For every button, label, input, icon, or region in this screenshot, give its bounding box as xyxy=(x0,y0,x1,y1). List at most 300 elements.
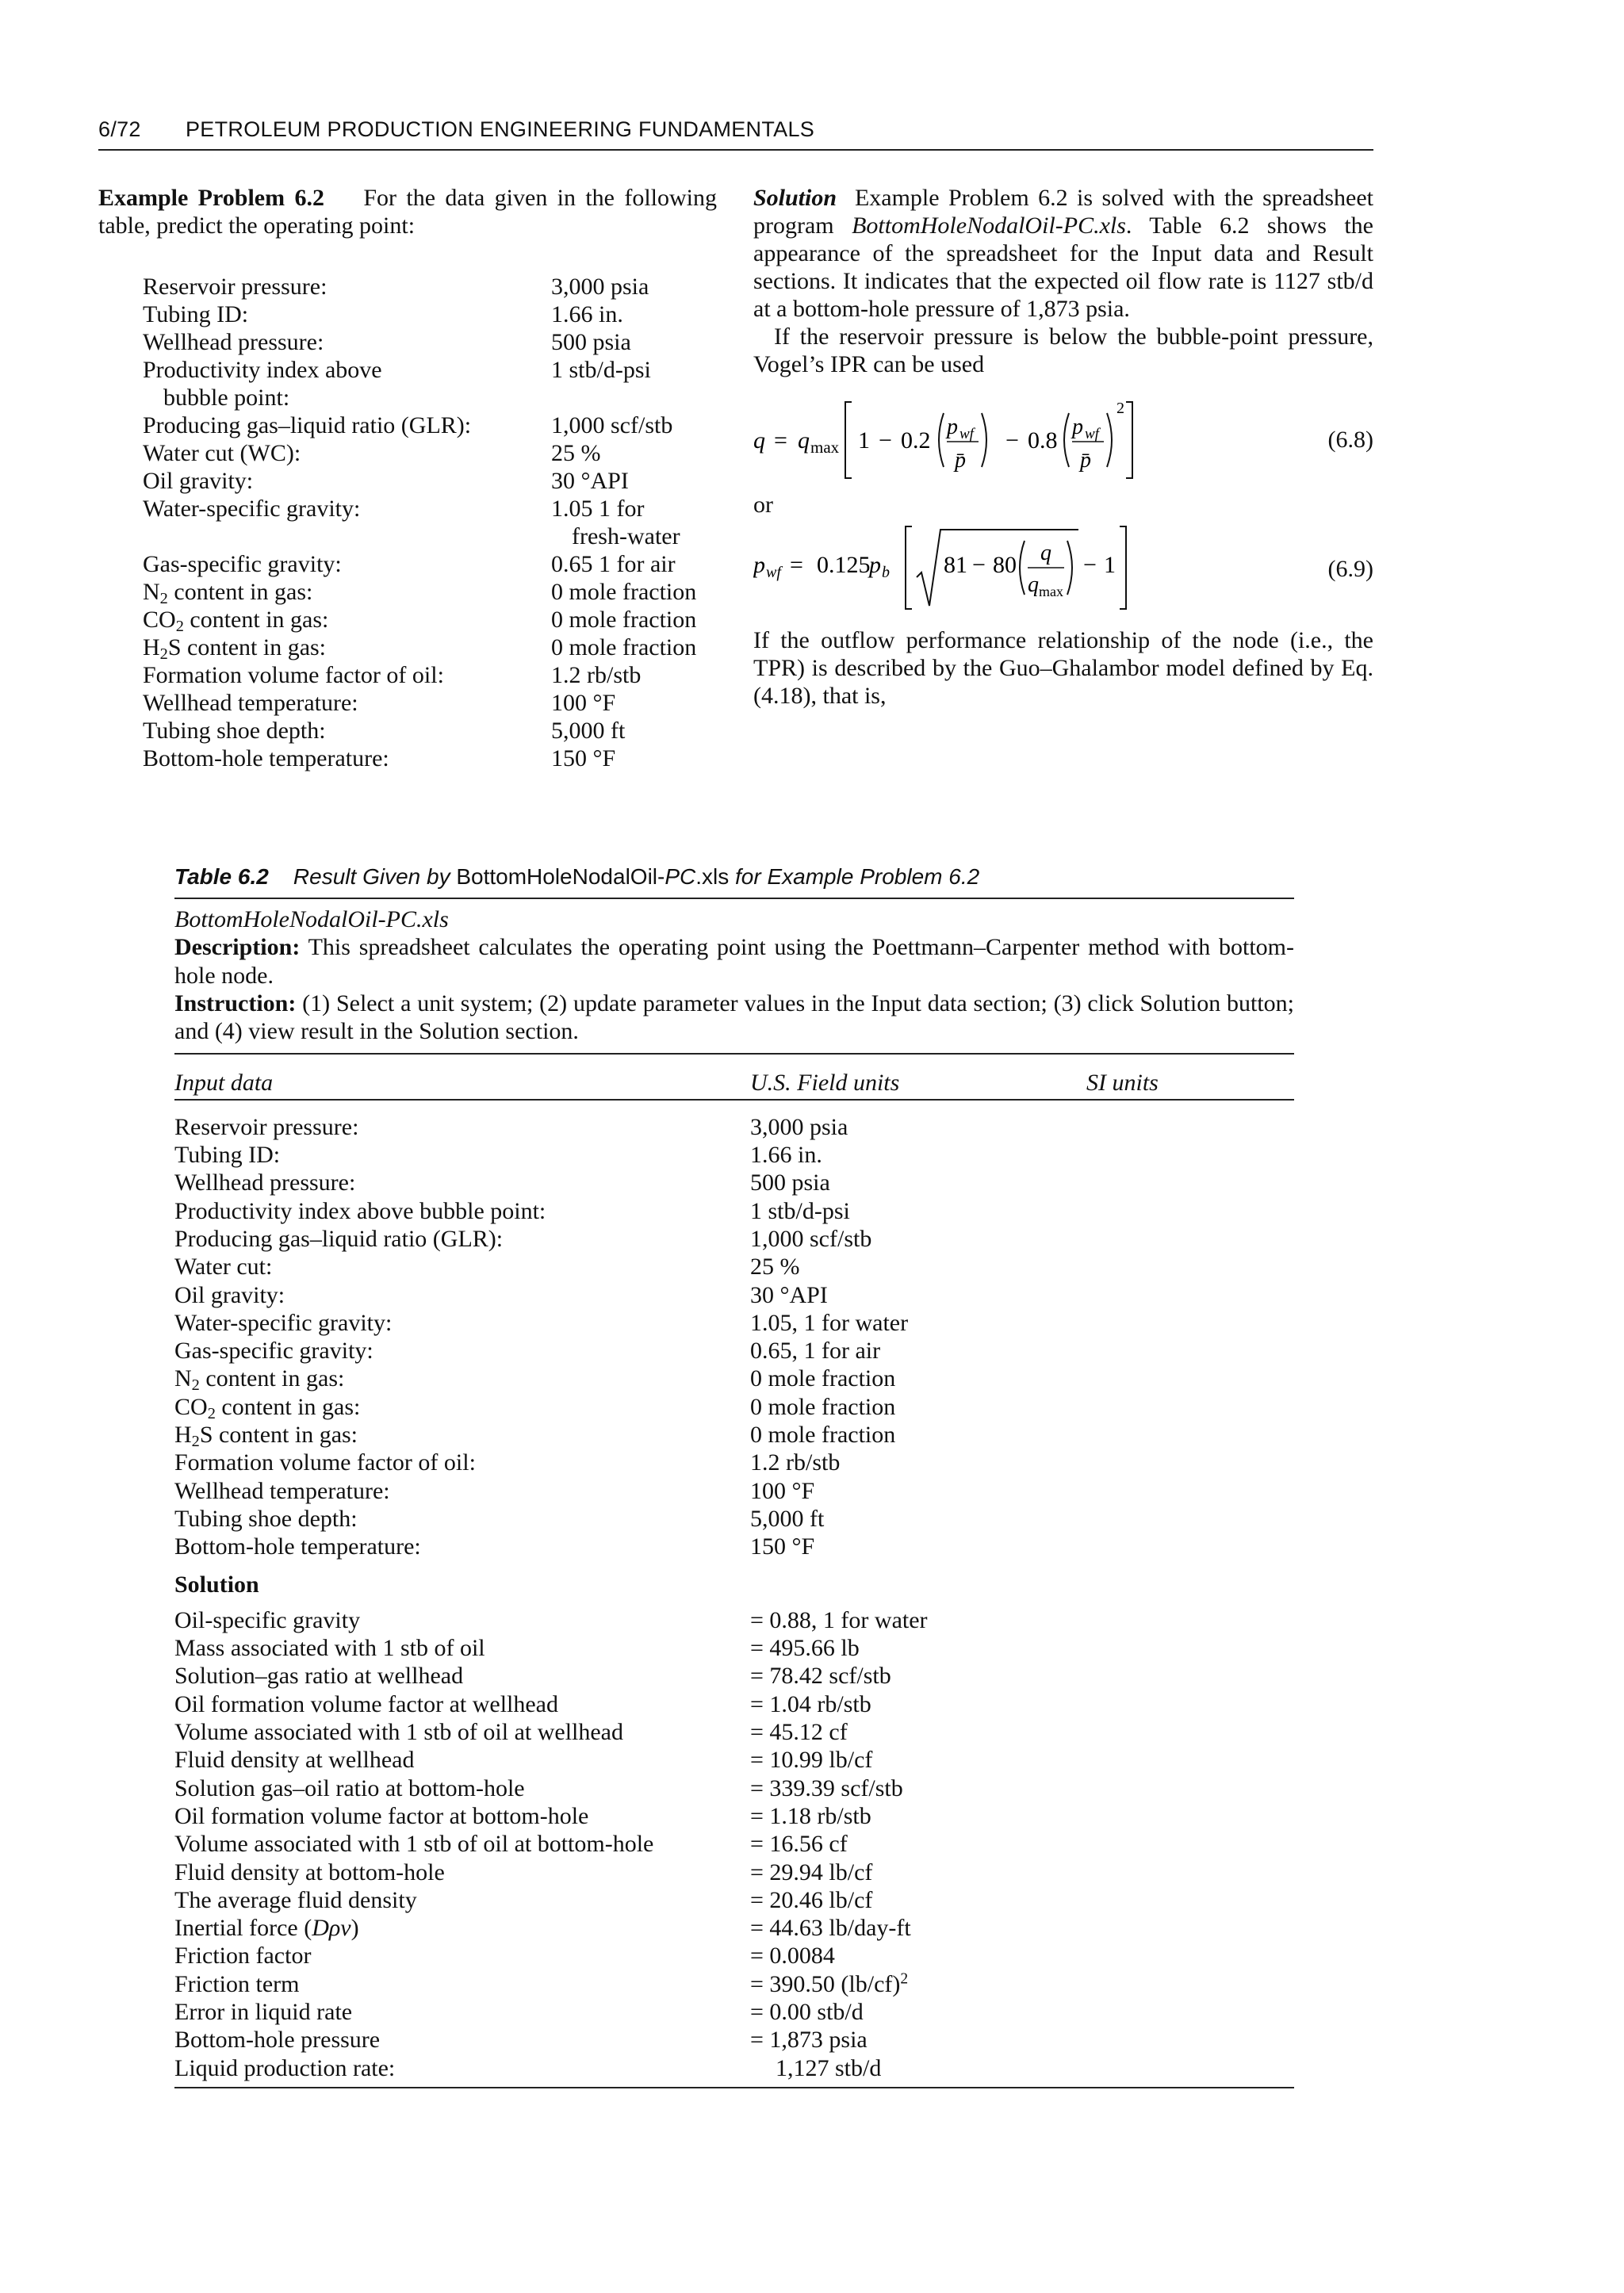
value-text: 0 mole fraction xyxy=(551,579,697,605)
table-row xyxy=(174,1606,1294,1634)
table-6-2 xyxy=(174,904,1294,2088)
program-name: BottomHoleNodalOil-PC.xls xyxy=(852,212,1126,239)
si-value xyxy=(1086,1449,1294,1476)
eq-qmax-sub: max xyxy=(810,438,840,457)
label-text: Inertial force ( xyxy=(174,1915,312,1942)
right-column xyxy=(753,184,1373,710)
example-data-label xyxy=(143,273,551,301)
label-text: Bottom-hole temperature: xyxy=(143,745,389,771)
example-data-value xyxy=(551,689,717,717)
chem-subscript: 2 xyxy=(191,1433,200,1451)
eq2-pwf: p xyxy=(753,552,765,578)
example-data-label xyxy=(143,745,551,772)
table-row xyxy=(174,1281,1294,1309)
chem-subscript: 2 xyxy=(175,618,184,636)
value-text: 1.2 rb/stb xyxy=(551,662,642,688)
solution-label xyxy=(174,1998,750,2026)
chem-subscript: 2 xyxy=(191,1376,200,1395)
example-data-value xyxy=(551,495,717,550)
eq-pwf-1: p xyxy=(947,415,958,439)
value-text: = 0.0084 xyxy=(750,1943,835,1970)
table-caption-label: Table 6.2 xyxy=(174,864,269,889)
solution-value xyxy=(750,1746,1086,1774)
label-text: Reservoir pressure: xyxy=(174,1113,359,1140)
solution-value xyxy=(750,2026,1086,2054)
label-text: Solution–gas ratio at wellhead xyxy=(174,1663,464,1690)
solution-value xyxy=(750,2054,1112,2082)
value-text: = 390.50 (lb/cf) xyxy=(750,1970,901,1997)
table-row xyxy=(174,1942,1294,1970)
table-row xyxy=(174,1662,1294,1690)
label-math: Dρv xyxy=(312,1915,351,1942)
table-top-rule xyxy=(174,898,1294,899)
example-data-label xyxy=(143,661,551,689)
eq2-one: 1 xyxy=(1104,552,1116,578)
label-text: Fluid density at bottom-hole xyxy=(174,1859,445,1885)
value-text: = 1.04 rb/stb xyxy=(750,1690,871,1717)
vogel-ipr-equation xyxy=(753,389,1197,489)
value-text: = 339.39 scf/stb xyxy=(750,1774,903,1801)
us-field-value: 1.2 rb/stb xyxy=(750,1449,841,1476)
label-text: content in gas: xyxy=(174,579,313,605)
example-data-label xyxy=(143,634,551,664)
chem-subscript: 2 xyxy=(207,1404,216,1422)
instruction-label: Instruction: xyxy=(174,990,297,1016)
solution-paragraph-3: If the outflow performance relationship of the node (i.e., the TPR) is described by the Guo–Ghalambor model defined by Eq. (4.18), that is, xyxy=(753,627,1373,709)
table-caption xyxy=(174,864,1294,890)
solution-value xyxy=(750,1774,1086,1802)
input-label xyxy=(174,1449,750,1476)
eq-paren-2l xyxy=(1064,413,1069,467)
us-field-value: 3,000 psia xyxy=(750,1113,848,1140)
solution-label xyxy=(174,1606,750,1634)
example-data-row xyxy=(143,467,717,495)
example-data-value xyxy=(551,661,717,689)
label-text: Wellhead pressure: xyxy=(143,329,324,355)
label-text: Wellhead temperature: xyxy=(174,1477,390,1504)
label-text: content in gas: xyxy=(221,1393,361,1420)
table-row xyxy=(174,1477,1294,1505)
example-data-value xyxy=(551,356,717,412)
us-field-value: 1 stb/d-psi xyxy=(750,1197,850,1224)
table-row xyxy=(174,2054,1294,2082)
label-text: Tubing ID: xyxy=(143,301,249,327)
value-text: 500 psia xyxy=(551,329,631,355)
example-data-row xyxy=(143,328,717,356)
table-instruction xyxy=(174,990,1294,1046)
example-data-label xyxy=(143,717,551,745)
instruction-text: (1) Select a unit system; (2) update parameter values in the Input data section; (3) click Solution button; and (4) view result in the Solution section. xyxy=(174,990,1295,1045)
eq-equals: = xyxy=(774,427,787,454)
input-label xyxy=(174,1337,750,1365)
example-data-list xyxy=(143,273,717,772)
table-row xyxy=(174,1337,1294,1365)
table-row xyxy=(174,1365,1294,1395)
label-text: Gas-specific gravity: xyxy=(174,1338,373,1365)
eq2-paren-l xyxy=(1020,541,1025,595)
example-data-value xyxy=(551,328,717,356)
solution-value xyxy=(750,1662,1086,1690)
input-label xyxy=(174,1197,750,1225)
table-row xyxy=(174,1859,1294,1886)
eq2-coef: 0.125 xyxy=(817,552,871,578)
label-text: Mass associated with 1 stb of oil xyxy=(174,1635,485,1662)
table-row xyxy=(174,1690,1294,1718)
eq-pwf-sub-1: wf xyxy=(959,426,974,442)
example-data-value xyxy=(551,439,717,467)
value-text: = 44.63 lb/day-ft xyxy=(750,1915,911,1942)
column-header-input: Input data xyxy=(174,1070,274,1097)
us-field-value: 0 mole fraction xyxy=(750,1393,896,1420)
description-label: Description: xyxy=(174,934,301,961)
si-value xyxy=(1086,2026,1294,2054)
input-label xyxy=(174,1253,750,1280)
example-data-label xyxy=(143,412,551,439)
label-text: Liquid production rate: xyxy=(174,2054,396,2081)
input-label xyxy=(174,1533,750,1560)
label-text: Oil gravity: xyxy=(174,1281,285,1308)
label-text: content in gas: xyxy=(190,607,329,633)
example-data-label xyxy=(143,439,551,467)
input-label xyxy=(174,1225,750,1253)
eq2-paren-r xyxy=(1067,541,1072,595)
si-value xyxy=(1086,1477,1294,1505)
input-label xyxy=(174,1281,750,1309)
table-row xyxy=(174,1141,1294,1169)
column-header-si-units: SI units xyxy=(1086,1070,1159,1097)
us-field-value: 0 mole fraction xyxy=(750,1365,896,1392)
eq2-qmax-q: q xyxy=(1028,572,1039,597)
eq2-81: 81 xyxy=(944,552,967,578)
example-data-row xyxy=(143,745,717,772)
description-text: This spreadsheet calculates the operating point using the Poettmann–Carpenter method with bottom-hole node. xyxy=(174,934,1294,989)
label-text: Tubing shoe depth: xyxy=(174,1505,358,1532)
table-row xyxy=(174,1746,1294,1774)
eq-minus-2: − xyxy=(1005,427,1019,454)
value-text: = 10.99 lb/cf xyxy=(750,1747,873,1774)
si-value xyxy=(1112,2054,1294,2082)
us-field-value: 1.05, 1 for water xyxy=(750,1309,909,1336)
input-label xyxy=(174,1365,750,1395)
equation-6-8 xyxy=(753,389,1373,489)
value-text: 150 °F xyxy=(551,745,616,771)
label-text: Water-specific gravity: xyxy=(174,1309,393,1336)
example-data-row xyxy=(143,550,717,578)
si-value xyxy=(1086,1253,1294,1280)
solution-label xyxy=(174,1970,750,1998)
table-filename: BottomHoleNodalOil-PC.xls xyxy=(174,906,449,932)
solution-label xyxy=(174,1830,750,1858)
equation-number-6-8: (6.8) xyxy=(1327,426,1373,453)
example-data-label xyxy=(143,550,551,578)
example-data-row xyxy=(143,661,717,689)
label-text: Water cut (WC): xyxy=(143,440,301,466)
label-text: Bottom-hole temperature: xyxy=(174,1533,421,1560)
header-rule xyxy=(98,149,1373,151)
value-text: 1,000 scf/stb xyxy=(551,412,673,438)
table-row xyxy=(174,1634,1294,1662)
table-row xyxy=(174,1309,1294,1337)
si-value xyxy=(1086,1746,1294,1774)
example-data-row xyxy=(143,689,717,717)
table-bottom-rule xyxy=(174,2087,1294,2088)
label-text: Formation volume factor of oil: xyxy=(143,662,444,688)
solution-label xyxy=(174,1690,750,1718)
solution-text-b: . Table 6.2 shows the appearance of the spreadsheet for the Input data and Result sections. It indicates that the expected oil flow rate is 1127 stb/d at a bottom-hole pressure of 1,873 psia. xyxy=(753,212,1374,322)
eq-paren-2r xyxy=(1107,413,1112,467)
us-field-value: 0.65, 1 for air xyxy=(750,1338,881,1365)
eq-bracket-left xyxy=(845,402,852,478)
example-data-row xyxy=(143,578,717,606)
value-text: 1 stb/d-psi xyxy=(551,357,651,383)
pwf-equation xyxy=(753,522,1197,615)
chem-subscript: 2 xyxy=(159,590,168,608)
chem-symbol: N xyxy=(174,1365,192,1392)
example-data-value xyxy=(551,578,717,606)
label-text: Oil-specific gravity xyxy=(174,1606,361,1633)
solution-label xyxy=(174,1634,750,1662)
solution-label xyxy=(174,1942,750,1970)
value-text: 0.65 1 for air xyxy=(551,551,676,577)
label-text: Productivity index above bubble point: xyxy=(174,1197,546,1224)
eq2-pb: p xyxy=(869,552,881,578)
si-value xyxy=(1086,1281,1294,1309)
si-value xyxy=(1086,1393,1294,1421)
table-row xyxy=(174,1421,1294,1449)
us-field-value: 5,000 ft xyxy=(750,1505,825,1532)
running-header xyxy=(98,117,1373,152)
us-field-value: 25 % xyxy=(750,1254,800,1280)
left-column xyxy=(98,184,717,772)
table-row xyxy=(174,1970,1294,1998)
eq-coef-08: 0.8 xyxy=(1028,427,1058,454)
page-number: 6/72 xyxy=(98,117,141,141)
solution-label xyxy=(174,1886,750,1914)
example-data-row xyxy=(143,273,717,301)
eq-pwf-2: p xyxy=(1072,415,1083,439)
input-label xyxy=(174,1505,750,1533)
value-text: = 1,873 psia xyxy=(750,2027,868,2054)
si-value xyxy=(1086,1942,1294,1970)
label-text: Producing gas–liquid ratio (GLR): xyxy=(174,1225,504,1252)
eq2-minus-2: − xyxy=(1083,552,1097,578)
solution-label xyxy=(174,1802,750,1830)
value-text: 5,000 ft xyxy=(551,718,626,744)
value-text: = 16.56 cf xyxy=(750,1831,848,1858)
example-data-value xyxy=(551,412,717,439)
table-row xyxy=(174,1998,1294,2026)
equation-6-9 xyxy=(753,522,1373,615)
solution-value xyxy=(750,1830,1086,1858)
us-field-value: 150 °F xyxy=(750,1533,815,1560)
table-caption-file: BottomHoleNodalOil- xyxy=(456,864,665,889)
table-row xyxy=(174,1886,1294,1914)
example-data-row xyxy=(143,439,717,467)
eq2-equals: = xyxy=(790,552,803,578)
chem-symbol: CO xyxy=(174,1393,208,1420)
example-data-row xyxy=(143,606,717,634)
value-text: 1.66 in. xyxy=(551,301,623,327)
label-text: Oil formation volume factor at wellhead xyxy=(174,1690,558,1717)
value-text: 100 °F xyxy=(551,690,616,716)
eq-paren-1r xyxy=(982,413,986,467)
table-row xyxy=(174,1449,1294,1476)
input-label xyxy=(174,1393,750,1421)
label-text: Oil gravity: xyxy=(143,468,254,494)
solution-rows xyxy=(174,1606,1294,2082)
value-continuation: fresh-water xyxy=(572,523,680,549)
solution-value xyxy=(750,1802,1086,1830)
eq-one: 1 xyxy=(858,427,870,454)
si-value xyxy=(1086,1225,1294,1253)
si-value xyxy=(1086,1421,1294,1449)
solution-paragraph-1 xyxy=(753,184,1373,323)
si-value xyxy=(1086,1718,1294,1746)
book-title: PETROLEUM PRODUCTION ENGINEERING FUNDAMENTALS xyxy=(186,117,815,141)
label-text: Water cut: xyxy=(174,1254,273,1280)
input-data-rows xyxy=(174,1113,1294,1561)
value-text: 30 °API xyxy=(551,468,629,494)
si-value xyxy=(1086,1859,1294,1886)
table-caption-text-a: Result Given by xyxy=(293,864,450,889)
value-text: = 0.88, 1 for water xyxy=(750,1606,928,1633)
eq2-bracket-right xyxy=(1120,526,1126,609)
table-row xyxy=(174,1505,1294,1533)
table-row xyxy=(174,1225,1294,1253)
table-row xyxy=(174,1393,1294,1421)
chem-symbol: N xyxy=(143,579,160,605)
si-value xyxy=(1086,1169,1294,1196)
value-text: 0 mole fraction xyxy=(551,607,697,633)
input-label xyxy=(174,1169,750,1196)
value-text: 25 % xyxy=(551,440,601,466)
example-data-row xyxy=(143,412,717,439)
si-value xyxy=(1086,1337,1294,1365)
table-row xyxy=(174,1533,1294,1560)
si-value xyxy=(1086,1998,1294,2026)
table-row xyxy=(174,1914,1294,1942)
solution-value xyxy=(750,1998,1086,2026)
solution-label xyxy=(174,2054,750,2082)
value-superscript: 2 xyxy=(900,1970,909,1987)
si-value xyxy=(1086,1970,1294,1998)
example-intro-text: For the data given in the following table, predict the operating point: xyxy=(98,185,718,239)
label-text: Reservoir pressure: xyxy=(143,274,327,300)
solution-value xyxy=(750,1886,1086,1914)
label-text: Error in liquid rate xyxy=(174,1998,353,2025)
value-text: = 45.12 cf xyxy=(750,1719,848,1746)
value-text: = 78.42 scf/stb xyxy=(750,1663,891,1690)
eq2-minus-1: − xyxy=(972,552,986,578)
table-row xyxy=(174,1253,1294,1280)
example-data-value xyxy=(551,745,717,772)
si-value xyxy=(1086,1886,1294,1914)
table-row xyxy=(174,1830,1294,1858)
input-label xyxy=(174,1141,750,1169)
table-rule-2 xyxy=(174,1099,1294,1101)
or-text: or xyxy=(753,492,773,518)
eq-pbar-1: p̄ xyxy=(955,448,966,473)
label-text: Volume associated with 1 stb of oil at bottom-hole xyxy=(174,1831,654,1858)
solution-label xyxy=(174,1859,750,1886)
si-value xyxy=(1086,1634,1294,1662)
table-row xyxy=(174,1113,1294,1141)
si-value xyxy=(1086,1914,1294,1942)
label-text: Wellhead pressure: xyxy=(174,1169,356,1196)
eq-qmax-q: q xyxy=(798,427,810,454)
label-text: Tubing ID: xyxy=(174,1142,281,1169)
eq-coef-02: 0.2 xyxy=(901,427,931,454)
example-data-label xyxy=(143,301,551,328)
chem-symbol: H xyxy=(174,1422,192,1449)
chem-symbol: H xyxy=(143,634,160,660)
eq2-80: 80 xyxy=(993,552,1017,578)
table-description xyxy=(174,933,1294,990)
label-text: Volume associated with 1 stb of oil at wellhead xyxy=(174,1719,624,1746)
example-label: Example Problem 6.2 xyxy=(98,185,324,211)
example-data-value xyxy=(551,550,717,578)
table-caption-file-3: .xls xyxy=(695,864,730,889)
example-data-row xyxy=(143,717,717,745)
si-value xyxy=(1086,1690,1294,1718)
solution-label xyxy=(174,1774,750,1802)
label-text: Producing gas–liquid ratio (GLR): xyxy=(143,412,472,438)
table-caption-text-b: for Example Problem 6.2 xyxy=(735,864,980,889)
us-field-value: 500 psia xyxy=(750,1169,830,1196)
solution-label xyxy=(174,1662,750,1690)
si-value xyxy=(1086,1606,1294,1634)
example-data-row xyxy=(143,356,717,412)
solution-value xyxy=(750,1859,1086,1886)
table-rule-1 xyxy=(174,1053,1294,1055)
example-data-value xyxy=(551,634,717,661)
example-data-row xyxy=(143,634,717,664)
label-text: Friction term xyxy=(174,1970,300,1997)
us-field-value: 30 °API xyxy=(750,1281,828,1308)
eq-minus-1: − xyxy=(879,427,892,454)
table-header-row xyxy=(174,1069,1294,1097)
value-text: = 0.00 stb/d xyxy=(750,1998,864,2025)
si-value xyxy=(1086,1802,1294,1830)
example-data-value xyxy=(551,301,717,328)
si-value xyxy=(1086,1365,1294,1392)
solution-label xyxy=(174,2026,750,2054)
value-text: 1,127 stb/d xyxy=(776,2054,882,2081)
value-text: 1.05 1 for xyxy=(551,496,645,522)
solution-value xyxy=(750,1634,1086,1662)
example-intro xyxy=(98,184,717,239)
example-data-label xyxy=(143,328,551,356)
label-text: Productivity index above xyxy=(143,357,382,383)
value-text: 3,000 psia xyxy=(551,274,649,300)
solution-label: Solution xyxy=(753,185,837,211)
solution-label xyxy=(174,1914,750,1942)
label-text: S content in gas: xyxy=(167,634,327,660)
label-text: Water-specific gravity: xyxy=(143,496,361,522)
label-text: The average fluid density xyxy=(174,1886,417,1913)
chem-symbol: CO xyxy=(143,607,176,633)
solution-value xyxy=(750,1914,1086,1942)
input-label xyxy=(174,1421,750,1449)
eq2-bracket-left xyxy=(906,526,912,609)
label-text: Bottom-hole pressure xyxy=(174,2027,381,2054)
si-value xyxy=(1086,1662,1294,1690)
example-data-row xyxy=(143,495,717,550)
table-row xyxy=(174,1774,1294,1802)
label-text: Tubing shoe depth: xyxy=(143,718,326,744)
label-text: Wellhead temperature: xyxy=(143,690,358,716)
example-data-value xyxy=(551,606,717,634)
